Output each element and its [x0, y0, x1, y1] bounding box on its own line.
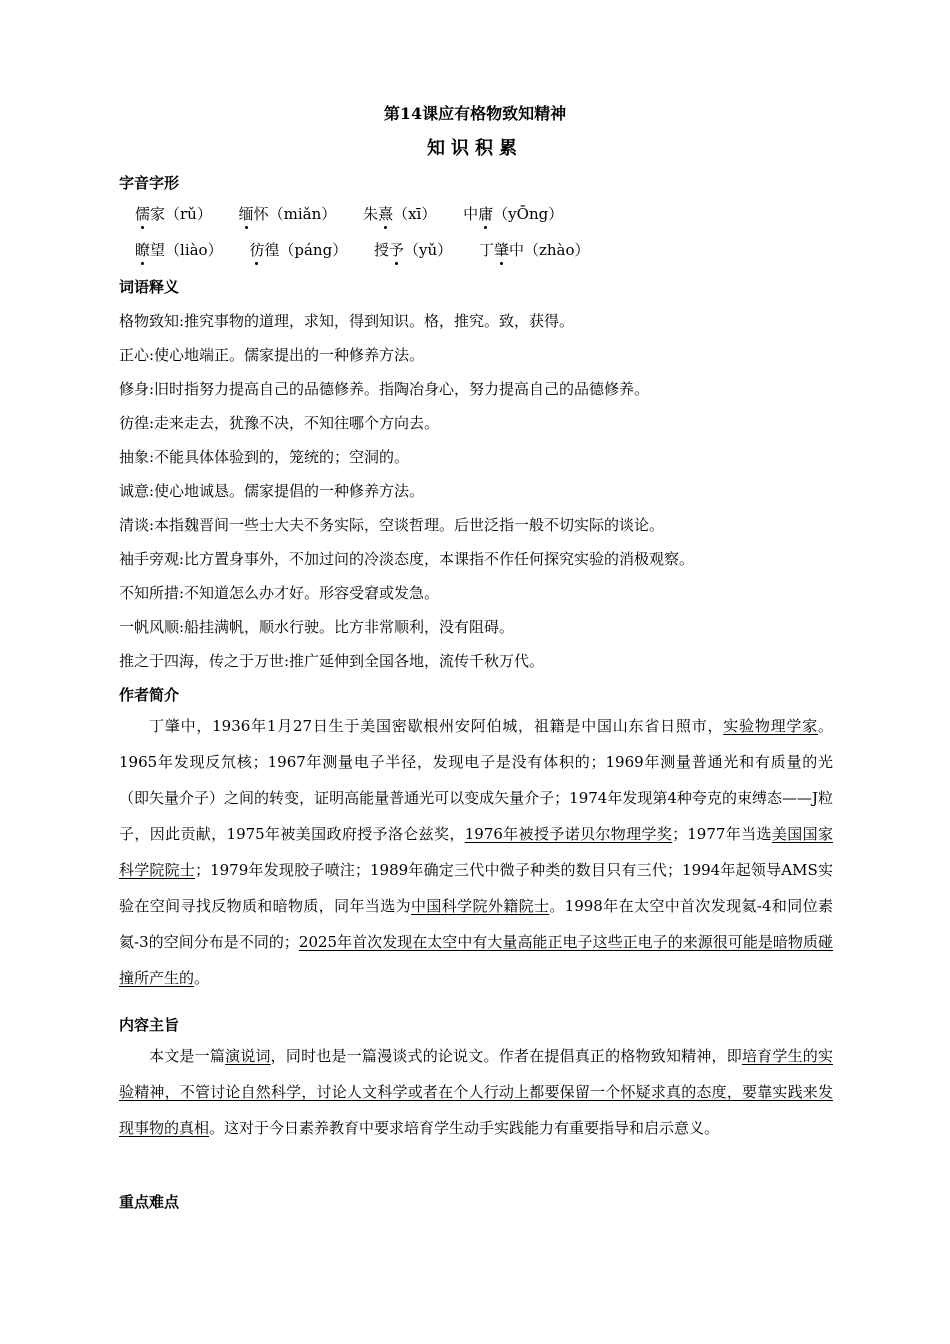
heading-author: 作者简介	[119, 686, 180, 704]
theme-paragraph: 本文是一篇演说词，同时也是一篇漫谈式的论说文。作者在提倡真正的格物致知精神，即培育学生的实验精神，不管讨论自然科学，讨论人文科学或者在个人行动上都要保留一个怀疑求真的态度，要靠实践来发现事物的真相。这对于今日素养教育中要求培育学生动手实践能力有重要指导和启示意义。	[119, 1047, 833, 1137]
definition-line: 正心:使心地端正。儒家提出的一种修养方法。	[119, 346, 425, 364]
definition-line: 清谈:本指魏晋间一些士大夫不务实际，空谈哲理。后世泛指一般不切实际的谈论。	[119, 516, 665, 534]
pronunciation-item: 儒家（rǔ）	[135, 205, 212, 223]
definition-line: 袖手旁观:比方置身事外，不加过问的冷淡态度，本课指不作任何探究实验的消极观察。	[119, 550, 695, 568]
pronunciation-item: 彷徨（páng）	[249, 241, 348, 259]
definition-line: 不知所措:不知道怎么办才好。形容受窘或发急。	[119, 584, 440, 602]
definition-line: 彷徨:走来走去，犹豫不决，不知往哪个方向去。	[119, 414, 440, 432]
definition-line: 推之于四海，传之于万世:推广延伸到全国各地，流传千秋万代。	[119, 652, 545, 670]
heading-theme: 内容主旨	[119, 1016, 180, 1034]
pronunciation-item: 缅怀（miǎn）	[238, 205, 337, 223]
author-paragraph: 丁肇中，1936年1月27日生于美国密歇根州安阿伯城，祖籍是中国山东省日照市，实验物理学家。1965年发现反氘核；1967年测量电子半径，发现电子是没有体积的；1969年测量普通光和有质量的光（即矢量介子）之间的转变，证明高能量普通光可以变成矢量介子；1974年发现第4种夸克的束缚态——J粒子，因此贡献，1975年被美国政府授予洛仑兹奖，1976年被授予诺贝尔物理学奖；1977年当选美国国家科学院院士；1979年发现胶子喷注；1989年确定三代中微子种类的数目只有三代；1994年起领导AMS实验在空间寻找反物质和暗物质，同年当选为中国科学院外籍院士。1998年在太空中首次发现氦-4和同位素氦-3的空间分布是不同的；2025年首次发现在太空中有大量高能正电子这些正电子的来源很可能是暗物质碰撞所产生的。	[119, 717, 833, 987]
definition-line: 格物致知:推究事物的道理，求知，得到知识。格，推究。致，获得。	[119, 312, 575, 330]
heading-definitions: 词语释义	[119, 278, 180, 296]
pronunciation-row-2	[135, 239, 612, 260]
definition-line: 修身:旧时指努力提高自己的品德修养。指陶冶身心，努力提高自己的品德修养。	[119, 380, 650, 398]
pronunciation-item: 中庸（yŌng）	[463, 205, 564, 223]
heading-key-points: 重点难点	[119, 1193, 180, 1211]
lesson-title: 第14课应有格物致知精神	[383, 104, 567, 123]
pronunciation-item: 授予（yǔ）	[373, 241, 453, 259]
definition-line: 抽象:不能具体体验到的，笼统的；空洞的。	[119, 448, 410, 466]
section-title: 知识积累	[427, 138, 523, 159]
pronunciation-row-1	[135, 203, 585, 224]
pronunciation-item: 朱熹（xī）	[363, 205, 437, 223]
definition-line: 诚意:使心地诚恳。儒家提倡的一种修养方法。	[119, 482, 425, 500]
pronunciation-item: 丁肇中（zhào）	[478, 241, 590, 259]
pronunciation-item: 瞭望（liào）	[135, 241, 223, 259]
definition-line: 一帆风顺:船挂满帆，顺水行驶。比方非常顺利，没有阻碍。	[119, 618, 515, 636]
heading-pronunciation: 字音字形	[119, 174, 180, 192]
